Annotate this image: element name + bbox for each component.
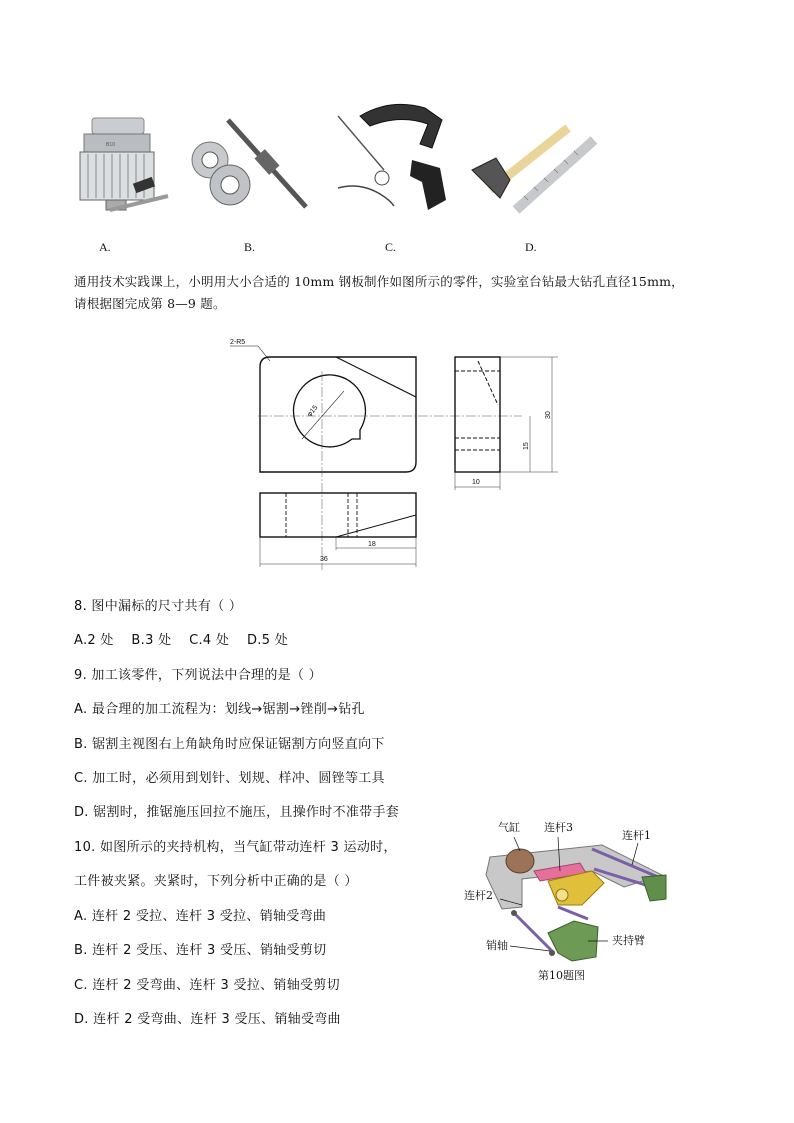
label-cylinder: 气缸 bbox=[498, 821, 520, 834]
intro-line-2: 请根据图完成第 8—9 题。 bbox=[74, 296, 226, 311]
front-view-outline bbox=[260, 357, 416, 472]
q9-stem: 9. 加工该零件，下列说法中合理的是（ ） bbox=[74, 668, 322, 683]
hammer-and-ruler-image bbox=[470, 120, 600, 215]
label-link2: 连杆2 bbox=[464, 889, 493, 902]
option-label-b: B. bbox=[244, 240, 256, 254]
dim-36-label: 36 bbox=[320, 556, 328, 563]
corner-radius-label: 2-R5 bbox=[230, 339, 246, 346]
label-clamp-arm: 夹持臂 bbox=[612, 934, 645, 947]
dim-30-label: 30 bbox=[545, 411, 552, 419]
q10-option-a[interactable]: A. 连杆 2 受拉、连杆 3 受拉、销轴受弯曲 bbox=[74, 909, 327, 924]
dim-18-label: 18 bbox=[368, 541, 376, 548]
drill-chuck-image bbox=[70, 110, 185, 220]
die-and-stock-image bbox=[188, 115, 313, 215]
q8-options[interactable]: A.2 处 B.3 处 C.4 处 D.5 处 bbox=[74, 633, 289, 648]
hacksaw-image bbox=[330, 98, 460, 218]
q10-option-b[interactable]: B. 连杆 2 受压、连杆 3 受压、销轴受剪切 bbox=[74, 943, 327, 958]
option-label-c: C. bbox=[385, 240, 397, 254]
dim-15-label: 15 bbox=[523, 442, 530, 450]
q10-stem-line-2: 工件被夹紧。夹紧时，下列分析中正确的是（ ） bbox=[74, 874, 358, 889]
q10-stem-line-1: 10. 如图所示的夹持机构，当气缸带动连杆 3 运动时， bbox=[74, 840, 397, 855]
q10-option-c[interactable]: C. 连杆 2 受弯曲、连杆 3 受拉、销轴受剪切 bbox=[74, 978, 340, 993]
q9-option-c[interactable]: C. 加工时，必须用到划针、划规、样冲、圆锉等工具 bbox=[74, 771, 385, 786]
option-label-d: D. bbox=[525, 240, 537, 254]
q9-option-b[interactable]: B. 锯割主视图右上角缺角时应保证锯割方向竖直向下 bbox=[74, 737, 385, 752]
clamping-mechanism-figure bbox=[462, 815, 702, 985]
q9-option-d[interactable]: D. 锯割时，推锯施压回拉不施压，且操作时不准带手套 bbox=[74, 805, 400, 820]
side-view-outline bbox=[455, 357, 500, 472]
label-pin: 销轴 bbox=[486, 939, 508, 952]
q8-stem: 8. 图中漏标的尺寸共有（ ） bbox=[74, 599, 243, 614]
hole-diameter-label: φ15 bbox=[306, 404, 320, 419]
label-link1: 连杆1 bbox=[622, 829, 651, 842]
svg-text:B10: B10 bbox=[106, 142, 115, 148]
three-view-drawing bbox=[222, 335, 562, 575]
top-view-outline bbox=[260, 493, 416, 537]
q10-option-d[interactable]: D. 连杆 2 受弯曲、连杆 3 受压、销轴受弯曲 bbox=[74, 1012, 341, 1027]
label-link3: 连杆3 bbox=[544, 821, 573, 834]
option-label-a: A. bbox=[99, 240, 111, 254]
intro-line-1: 通用技术实践课上，小明用大小合适的 10mm 钢板制作如图所示的零件，实验室台钻最大钻孔直径15mm， bbox=[74, 274, 684, 289]
figure-caption: 第10题图 bbox=[538, 969, 585, 982]
q9-option-a[interactable]: A. 最合理的加工流程为：划线→锯割→锉削→钻孔 bbox=[74, 702, 365, 717]
dim-10-label: 10 bbox=[472, 479, 480, 486]
